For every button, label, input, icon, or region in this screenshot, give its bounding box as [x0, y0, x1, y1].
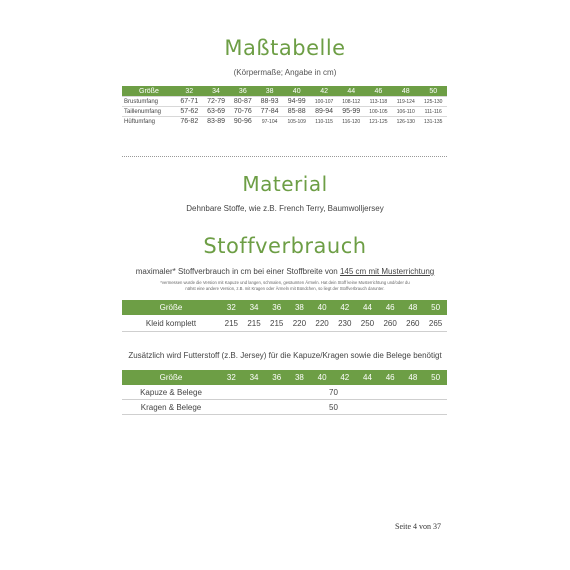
table-row [122, 97, 447, 107]
measure-header-cell: 50 [419, 86, 447, 97]
lining-header-cell: 32 [220, 370, 243, 385]
table-cell: 89-94 [310, 107, 337, 117]
lining-header-cell: 48 [402, 370, 425, 385]
fabric-header-cell: 46 [379, 300, 402, 315]
fabric-intro [0, 267, 570, 276]
table-cell: 106-110 [392, 107, 419, 117]
row-label: Kleid komplett [122, 315, 220, 332]
table-cell: 70-76 [229, 107, 256, 117]
table-row [122, 385, 447, 400]
measure-header-cell: 40 [283, 86, 310, 97]
lining-intro: Zusätzlich wird Futterstoff (z.B. Jersey) für die Kapuze/Kragen sowie die Belege benötigt [128, 351, 442, 360]
table-cell: 215 [243, 315, 266, 332]
fabric-note-line: nähst eine andere Version, z.B. mit Kragen oder Ärmeln mit Bündchen, so liegt der Stoffverbrauch darunter. [185, 286, 385, 291]
fabric-header-cell: 50 [424, 300, 447, 315]
table-cell: 100-105 [365, 107, 392, 117]
fabric-header-cell: 42 [333, 300, 356, 315]
table-cell: 72-79 [203, 97, 230, 107]
table-cell: 63-69 [203, 107, 230, 117]
measure-title: Maßtabelle [224, 36, 346, 60]
table-cell: 220 [288, 315, 311, 332]
lining-header-row [122, 370, 447, 385]
table-cell: 94-99 [283, 97, 310, 107]
table-cell: 260 [379, 315, 402, 332]
lining-header-cell: 42 [333, 370, 356, 385]
fabric-header-cell: 36 [265, 300, 288, 315]
row-label: Brustumfang [122, 97, 176, 107]
table-row [122, 107, 447, 117]
page-number: Seite 4 von 37 [395, 522, 441, 531]
fabric-header-cell: 44 [356, 300, 379, 315]
measure-header-cell: Größe [122, 86, 176, 97]
measure-table [122, 86, 447, 126]
measure-header-cell: 38 [256, 86, 283, 97]
lining-header-cell: 46 [379, 370, 402, 385]
lining-header-cell: 50 [424, 370, 447, 385]
measure-header-cell: 48 [392, 86, 419, 97]
measure-header-cell: 42 [310, 86, 337, 97]
lining-header-cell: 40 [311, 370, 334, 385]
material-text: Dehnbare Stoffe, wie z.B. French Terry, Baumwolljersey [186, 204, 384, 213]
lining-header-cell: 38 [288, 370, 311, 385]
fabric-header-cell: 40 [311, 300, 334, 315]
table-cell: 105-109 [283, 117, 310, 127]
row-label: Kapuze & Belege [122, 385, 220, 400]
row-label: Taillenumfang [122, 107, 176, 117]
lining-header-cell: Größe [122, 370, 220, 385]
table-cell: 113-118 [365, 97, 392, 107]
lining-header-cell: 36 [265, 370, 288, 385]
row-label: Kragen & Belege [122, 400, 220, 415]
table-row [122, 400, 447, 415]
table-cell: 116-120 [338, 117, 365, 127]
measure-subtitle: (Körpermaße; Angabe in cm) [233, 68, 337, 77]
table-cell: 126-130 [392, 117, 419, 127]
measure-header-cell: 36 [229, 86, 256, 97]
fabric-table [122, 300, 447, 332]
table-cell: 110-115 [310, 117, 337, 127]
table-cell: 125-130 [419, 97, 447, 107]
dotted-divider [122, 156, 447, 157]
table-cell: 76-82 [176, 117, 203, 127]
table-cell: 95-99 [338, 107, 365, 117]
table-cell: 230 [333, 315, 356, 332]
material-title: Material [242, 172, 328, 196]
measure-header-cell: 44 [338, 86, 365, 97]
table-cell: 88-93 [256, 97, 283, 107]
table-cell: 90-96 [229, 117, 256, 127]
fabric-note-line: *vermessen wurde die Version mit Kapuze und langen, schmalen, gesäumten Ärmeln. Hat dein Stoff keine Musterrichtung und/oder du [160, 280, 410, 285]
table-cell: 57-62 [176, 107, 203, 117]
fabric-header-row [122, 300, 447, 315]
fabric-header-cell: 48 [402, 300, 425, 315]
row-label: Hüftumfang [122, 117, 176, 127]
fabric-header-cell: 32 [220, 300, 243, 315]
table-cell: 250 [356, 315, 379, 332]
measure-header-cell: 32 [176, 86, 203, 97]
fabric-header-cell: Größe [122, 300, 220, 315]
table-cell: 83-89 [203, 117, 230, 127]
table-cell: 121-125 [365, 117, 392, 127]
table-cell: 70 [220, 385, 447, 400]
table-cell: 265 [424, 315, 447, 332]
table-row [122, 117, 447, 127]
table-cell: 108-112 [338, 97, 365, 107]
measure-header-cell: 34 [203, 86, 230, 97]
lining-table [122, 370, 447, 415]
table-cell: 85-88 [283, 107, 310, 117]
table-cell: 100-107 [310, 97, 337, 107]
fabric-header-cell: 38 [288, 300, 311, 315]
table-cell: 67-71 [176, 97, 203, 107]
measure-header-cell: 46 [365, 86, 392, 97]
fabric-intro-emphasis: 145 cm mit Musterrichtung [339, 267, 435, 276]
table-cell: 111-116 [419, 107, 447, 117]
table-row [122, 315, 447, 332]
table-cell: 119-124 [392, 97, 419, 107]
fabric-note [0, 280, 570, 292]
fabric-intro-text: maximaler* Stoffverbrauch in cm bei einer Stoffbreite von [135, 267, 340, 276]
fabric-title: Stoffverbrauch [203, 234, 367, 258]
table-cell: 215 [265, 315, 288, 332]
table-cell: 131-135 [419, 117, 447, 127]
table-cell: 260 [402, 315, 425, 332]
table-cell: 97-104 [256, 117, 283, 127]
lining-header-cell: 34 [243, 370, 266, 385]
table-cell: 50 [220, 400, 447, 415]
table-cell: 215 [220, 315, 243, 332]
table-cell: 77-84 [256, 107, 283, 117]
table-cell: 220 [311, 315, 334, 332]
table-cell: 80-87 [229, 97, 256, 107]
fabric-header-cell: 34 [243, 300, 266, 315]
lining-header-cell: 44 [356, 370, 379, 385]
measure-header-row [122, 86, 447, 97]
